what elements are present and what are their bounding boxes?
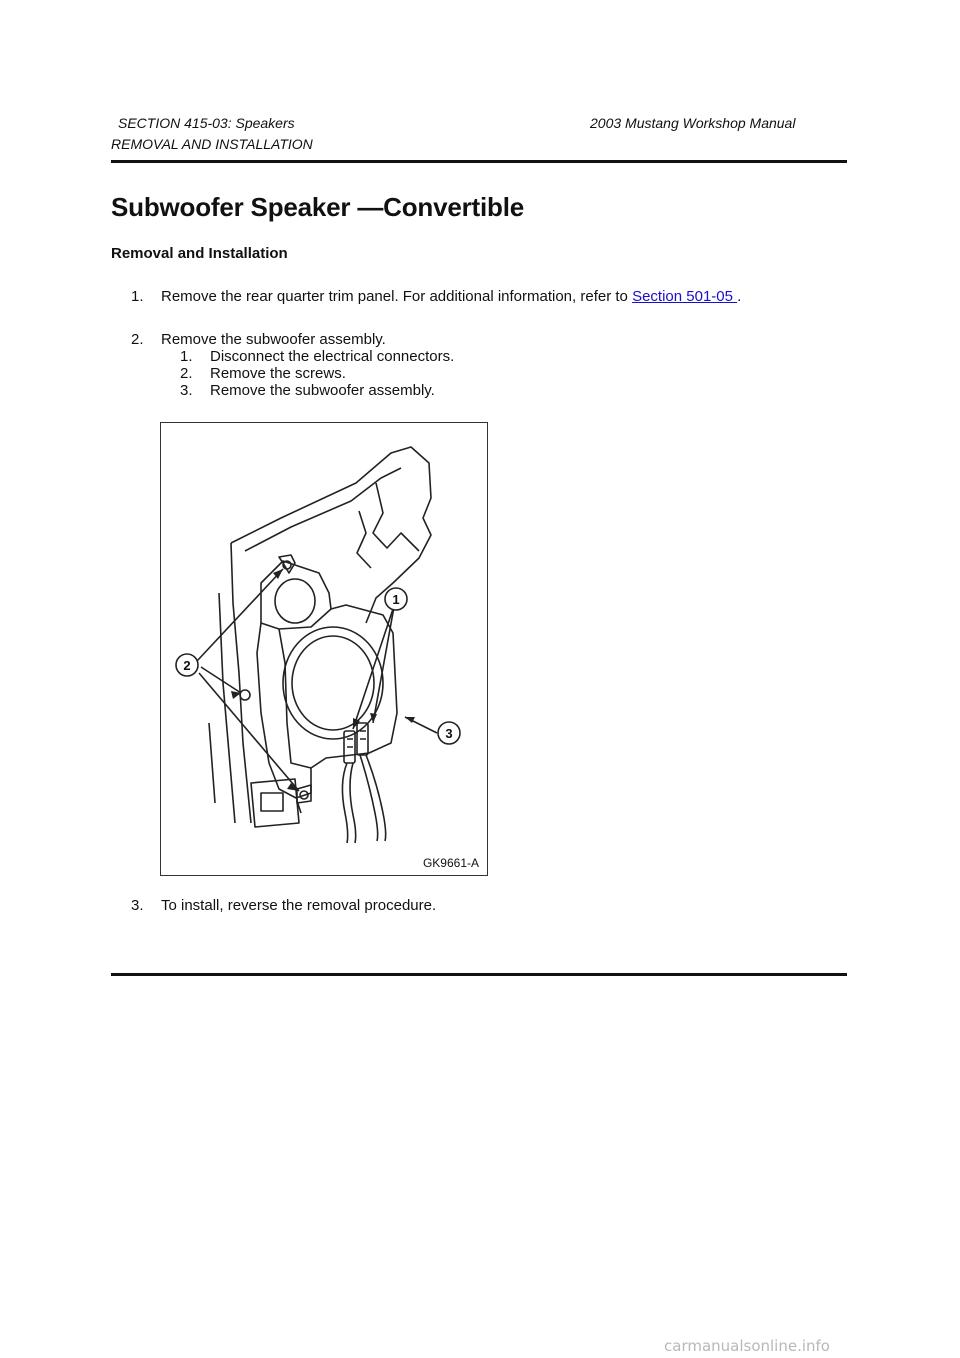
procedure-subheading: Removal and Installation xyxy=(111,245,288,262)
callout-1: 1 xyxy=(392,592,400,607)
category-label: REMOVAL AND INSTALLATION xyxy=(111,136,313,152)
section-link[interactable]: Section 501-05 xyxy=(632,288,738,305)
substep-number: 2. xyxy=(180,365,193,382)
step-text: To install, reverse the removal procedure. xyxy=(161,897,437,914)
figure-code: GK9661-A xyxy=(422,856,479,870)
callout-3: 3 xyxy=(445,726,453,741)
substep-number: 3. xyxy=(180,382,193,399)
step-number: 2. xyxy=(131,331,144,348)
substep-text: Remove the screws. xyxy=(210,365,346,382)
footer-rule xyxy=(111,973,847,976)
callout-2: 2 xyxy=(183,658,191,673)
section-label: SECTION 415-03: Speakers xyxy=(118,115,295,131)
subwoofer-illustration xyxy=(161,423,487,875)
step-number: 1. xyxy=(131,288,144,305)
manual-title: 2003 Mustang Workshop Manual xyxy=(590,115,796,131)
page-title: Subwoofer Speaker —Convertible xyxy=(111,192,524,222)
step-text: Remove the rear quarter trim panel. For additional information, refer to Section 501-05 . xyxy=(161,288,742,305)
subwoofer-diagram xyxy=(160,422,488,876)
substep-number: 1. xyxy=(180,348,193,365)
substep-text: Remove the subwoofer assembly. xyxy=(210,382,435,399)
watermark: carmanualsonline.info xyxy=(664,1337,830,1355)
step-text: Remove the subwoofer assembly. xyxy=(161,331,386,348)
step-number: 3. xyxy=(131,897,144,914)
substep-text: Disconnect the electrical connectors. xyxy=(210,348,455,365)
header-rule xyxy=(111,160,847,163)
